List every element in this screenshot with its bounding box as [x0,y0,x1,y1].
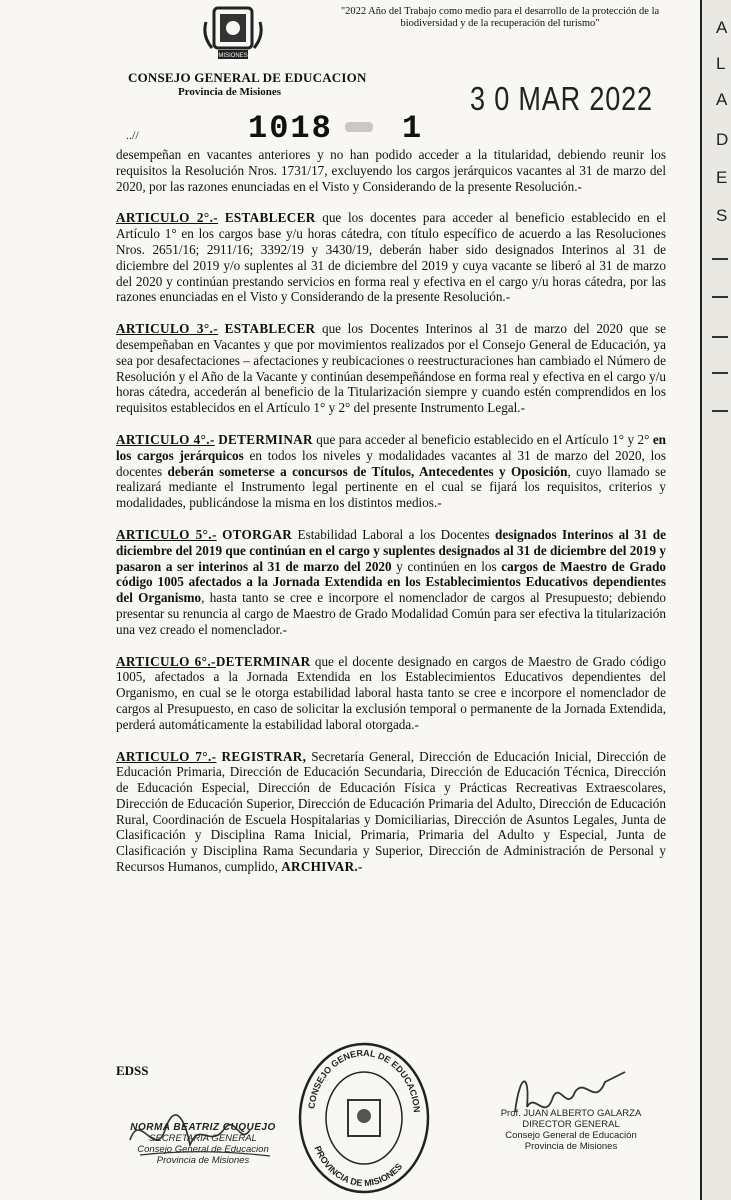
continuation-mark: ..// [126,128,139,142]
right-signer-name: Prof. JUAN ALBERTO GALARZA [500,1108,642,1119]
right-signer-province: Provincia de Misiones [524,1141,618,1152]
year-motto: "2022 Año del Trabajo como medio para el desarrollo de la protección de la biodiversidad y de la recuperación del turismo" [340,6,660,29]
resolution-number: 1018 [248,110,333,147]
edge-mark [712,296,728,298]
seal-label: MISIONES [218,53,248,59]
left-signer-province: Provincia de Misiones [156,1155,250,1166]
intro-paragraph: desempeñan en vacantes anteriores y no han podido acceder a la titularidad, debiendo reunir los requisitos la Resolución Nros. 1731/17, excluyendo los cargos jerárquicos vacantes al 31 de marzo del 2020, por las razones enunciadas en el Visto y Considerando de la presente Resolución.- [116,147,666,194]
official-seal [292,1036,436,1196]
article-3 [116,321,666,416]
article-2-verb: ESTABLECER [224,210,316,226]
resolution-number-tail: 1 [402,110,422,147]
article-4-text-c: , cuyo llamado se realizará mediante el Instrumento legal pertinente en el cual se fijará los requisitos, criterios y modalidades, publicándose la misma en los distintos medios.- [116,463,667,511]
left-signer-name: NORMA BEATRIZ CUQUEJO [130,1122,276,1133]
edge-letter-2: L [716,54,726,73]
article-3-text: que los Docentes Interinos al 31 de marzo del 2020 que se desempeñaban en Vacantes y que por movimientos realizados por el Consejo General de Educación, ya sea por desafectaciones – afectaciones y reubicaciones o reestructuraciones han cambiado el Número de Resolución y el Año de la Vacante y continúan desempeñándose en forma real y efectiva en el cargo y/u horas cátedra, accederán al beneficio de la Titularización siempre y cuando estén comprendidos en los requisitos establecidos en el Artículo 1° y 2° del presente Instrumento Legal.- [116,321,666,416]
edge-letter-1: A [716,18,728,37]
article-4-verb: DETERMINAR [218,431,313,447]
provincial-coat-of-arms [200,2,266,64]
article-7-verb: REGISTRAR, [221,748,307,764]
article-4-text-a: que para acceder al beneficio establecido en el Artículo 1° y 2° [312,431,653,447]
article-2 [116,210,666,305]
article-6-verb: DETERMINAR [215,653,311,669]
left-signature-block [118,1122,288,1166]
edge-mark [712,258,728,260]
article-7-heading: ARTICULO 7°.- [116,748,217,764]
article-4-heading: ARTICULO 4°.- [116,431,215,447]
left-signer-org: Consejo General de Educacion [137,1144,269,1155]
right-signer-title: DIRECTOR GENERAL [522,1119,620,1130]
edge-letter-4: D [716,130,729,149]
edge-mark [712,372,728,374]
article-5-bold-a: designados Interinos al 31 de diciembre del 2019 que continúan en el cargo y suplentes designados al 31 de diciembre del 2019 y pasaron a ser interinos al 31 de marzo del 2020 [116,526,666,574]
article-4-text-b: en todos los niveles y modalidades vacantes al 31 de marzo del 2020, los docentes [116,447,667,479]
edge-letter-5: E [716,168,728,187]
organization-name: CONSEJO GENERAL DE EDUCACION [128,70,367,85]
drafter-initials: EDSS [116,1063,149,1078]
article-5-bold-b: cargos de Maestro de Grado código 1005 afectados a la Jornada Extendida en los Establecimientos Educativos dependientes del Organismo [116,558,666,606]
right-signature-block [486,1108,656,1152]
article-7-closing: ARCHIVAR.- [281,859,363,875]
article-3-heading: ARTICULO 3°.- [116,321,219,337]
left-signer-title: SECRETARIA GENERAL [149,1133,257,1144]
article-2-text: que los docentes para acceder al beneficio establecido en el Artículo 1° en los cargos base y/u horas cátedra, con título específico de acuerdo a las Resoluciones Nros. 2651/16; 2911/16; 3392/19 y 3430/19, deberán haber sido designados Interinos al 31 de diciembre del 2019 y/o suplentes al 31 de diciembre del 2019 y cuya vacante se liberó al 31 de marzo del 2020 y continúan prestando servicios en forma real y efectiva en el cargo y/u horas cátedra, por las razones enunciadas en el Visto y Considerando de la presente Resolución.- [116,210,667,305]
seal-bottom-text: PROVINCIA DE MISIONES [312,1144,405,1189]
article-6-heading: ARTICULO 6°.- [116,653,216,669]
date-stamp: 3 0 MAR 2022 [470,80,653,117]
article-5-heading: ARTICULO 5°.- [116,526,217,542]
article-7 [116,749,666,875]
resolution-body [116,147,666,891]
edge-letter-6: S [716,206,728,225]
right-signer-org: Consejo General de Educación [505,1130,637,1141]
article-5-text-c: , hasta tanto se cree e incorpore el nomenclador de cargos al Presupuesto; debiendo presentar su renuncia al cargo de Maestro de Grado Modalidad Común para ser efectiva la titularización una vez creado el nomenclador.- [116,590,667,637]
article-6-text: que el docente designado en cargos de Maestro de Grado código 1005, afectados a la Jornada Extendida en los Establecimientos Educativos dependientes del Organismo, en cual se le otorga estabilidad laboral hasta tanto se cree e incorpore el nomenclador de cargos al Presupuesto, en caso de solicitar la exclusión temporal o permanente de la Jornada Extendida, perderá automáticamente la estabilidad laboral otorgada.- [116,653,666,732]
article-2-heading: ARTICULO 2°.- [116,210,219,226]
article-7-text: Secretaría General, Dirección de Educación Inicial, Dirección de Educación Primaria, Dirección de Educación Secundaria, Dirección de Educación Técnica, Dirección de Educación Especial, Dirección de Educación Física y Prácticas Recreativas Extraescolares, Dirección de Educación Superior, Dirección de Educación Primaria del Adulto, Dirección de Educación Rural, Coordinación de Escuela Hospitalarias y Domiciliarias, Dirección de Asuntos Legales, Junta de Clasificación y Disciplina Rama Inicial, Primaria, Primaria del Adulto y Especial, Junta de Clasificación y Disciplina Rama Secundaria y Superior, Dirección de Administración de Personal y Recursos Humanos, cumplido, [116,748,667,875]
article-3-verb: ESTABLECER [224,321,316,337]
article-4-bold-a: en los cargos jerárquicos [116,431,666,463]
article-5-verb: OTORGAR [222,526,293,542]
adjacent-page-edge [700,0,731,1200]
article-4-bold-b: deberán someterse a concursos de Títulos, Antecedentes y Oposición [167,463,568,479]
article-5-text-a: Estabilidad Laboral a los Docentes [292,526,496,542]
edge-mark [712,410,728,412]
seal-top-text: CONSEJO GENERAL DE EDUCACION [306,1047,422,1113]
ink-smudge [345,122,373,132]
article-5-text-b: y continúen en los [391,558,502,574]
organization-province: Provincia de Misiones [178,86,282,98]
edge-letter-3: A [716,90,728,109]
article-4 [116,432,666,511]
edge-mark [712,336,728,338]
article-6 [116,654,666,733]
article-5 [116,527,666,638]
